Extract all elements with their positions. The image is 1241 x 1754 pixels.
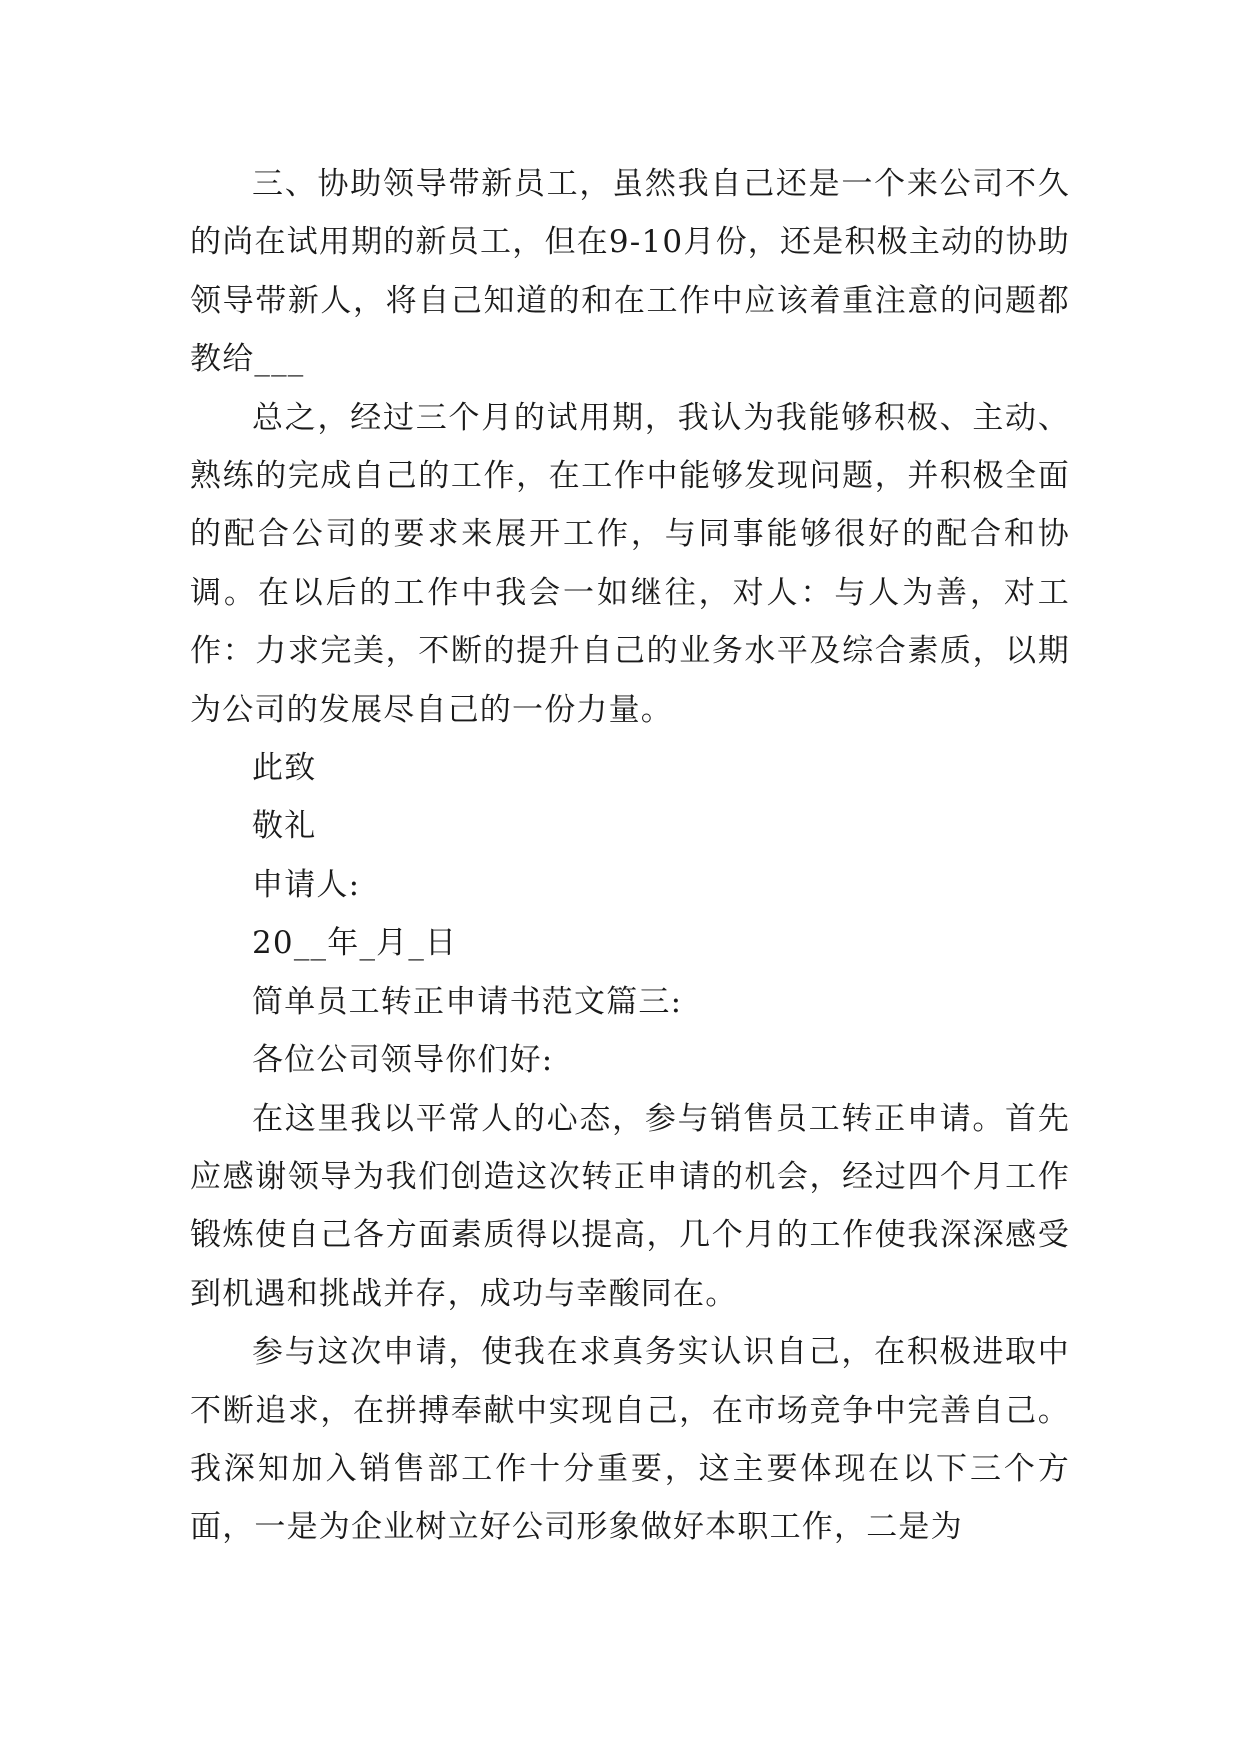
greeting: 各位公司领导你们好: [252, 1042, 554, 1079]
paragraph-intro: 在这里我以平常人的心态，参与销售员工转正申请。首先应感谢领导为我们创造这次转正申请的机会，经过四个月工作锻炼使自己各方面素质得以提高，几个月的工作使我深深感受到机遇和挑战并存，成功与幸酸同在。 [190, 1100, 1070, 1312]
paragraph-summary: 总之，经过三个月的试用期，我认为我能够积极、主动、熟练的完成自己的工作，在工作中能够发现问题，并积极全面的配合公司的要求来展开工作，与同事能够很好的配合和协调。在以后的工作中我会一如继往，对人：与人为善，对工作：力求完美，不断的提升自己的业务水平及综合素质，以期为公司的发展尽自己的一份力量。 [190, 399, 1070, 728]
closing-regards: 敬礼 [252, 808, 317, 845]
applicant-label: 申请人: [252, 866, 361, 903]
paragraph-participation: 参与这次申请，使我在求真务实认识自己，在积极进取中不断追求，在拼搏奉献中实现自己，在市场竞争中完善自己。我深知加入销售部工作十分重要，这主要体现在以下三个方面，一是为企业树立好公司形象做好本职工作，二是为 [190, 1334, 1070, 1546]
paragraph-training-new-staff: 三、协助领导带新员工，虽然我自己还是一个来公司不久的尚在试用期的新员工，但在9-10月份，还是积极主动的协助领导带新人，将自己知道的和在工作中应该着重注意的问题都教给___ [190, 166, 1070, 378]
document-body [190, 155, 1070, 1557]
section-heading: 简单员工转正申请书范文篇三: [252, 983, 683, 1020]
closing-salutation: 此致 [252, 750, 317, 787]
date-line: 20__年_月_日 [252, 925, 458, 962]
